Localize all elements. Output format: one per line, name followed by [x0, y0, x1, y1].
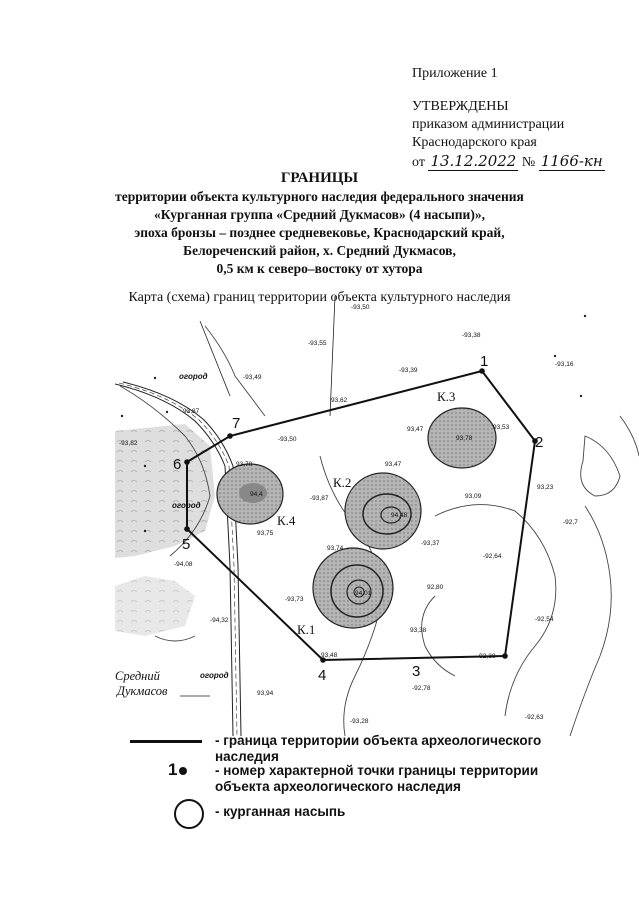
mound-elev-k1: 94,01 — [355, 590, 372, 597]
mound-elev-k3: 93,78 — [456, 435, 473, 442]
point-label-1: 1 — [480, 353, 489, 370]
page-subtitle — [0, 188, 639, 278]
elevation-mark: 92,80 — [427, 584, 444, 591]
approval-title: УТВЕРЖДЕНЫ — [412, 99, 509, 114]
approval-from: от — [412, 155, 425, 170]
elevation-mark: 93,87 — [183, 408, 200, 415]
boundary-map — [115, 296, 639, 736]
approval-block — [412, 98, 605, 172]
mound-k1 — [313, 548, 393, 628]
subtitle-line-3: эпоха бронзы – позднее средневековье, Краснодарский край, — [134, 225, 505, 240]
elevation-mark: -92,64 — [483, 553, 502, 560]
elevation-mark: 93,09 — [465, 493, 482, 500]
mound-elev-k2: 94,48 — [391, 512, 408, 519]
mound-label-k2: К.2 — [333, 475, 352, 490]
elevation-mark: 93,48 — [321, 652, 338, 659]
elevation-mark: -93,49 — [243, 374, 262, 381]
elevation-mark: -92,7 — [563, 519, 578, 526]
legend-boundary-line — [130, 740, 202, 743]
elevation-mark: -93,55 — [308, 340, 327, 347]
elevation-mark: 93,74 — [327, 545, 344, 552]
approval-line-2: Краснодарского края — [412, 135, 537, 150]
elevation-mark: -93,37 — [421, 540, 440, 547]
legend-point-number: 1 — [168, 760, 178, 779]
elevation-mark: -93,73 — [285, 596, 304, 603]
mound-k2 — [345, 473, 421, 549]
elevation-mark: -93,38 — [462, 332, 481, 339]
mound-elev-k4: 94,4 — [250, 491, 263, 498]
garden-label: огород — [172, 501, 201, 510]
subtitle-line-4: Белореченский район, х. Средний Дукмасов, — [183, 243, 456, 258]
legend-point-text: - номер характерной точки границы территории объекта археологического наследия — [215, 763, 539, 794]
legend-point-dot-icon — [179, 767, 187, 775]
settlement-label-line-2: Дукмасов — [117, 684, 168, 698]
point-label-6: 6 — [173, 456, 182, 473]
legend-boundary-text: - граница территории объекта археологического наследия — [215, 733, 542, 764]
subtitle-line-1: территории объекта культурного наследия федерального значения — [115, 189, 524, 204]
point-label-2: 2 — [535, 434, 544, 451]
point-label-4: 4 — [318, 667, 327, 684]
elevation-mark: 93,47 — [385, 461, 402, 468]
subtitle-line-5: 0,5 км к северо–востоку от хутора — [216, 261, 423, 276]
elevation-mark: -94,08 — [174, 561, 193, 568]
elevation-mark: -93,39 — [399, 367, 418, 374]
elevation-mark: 93,75 — [257, 530, 274, 537]
appendix-label: Приложение 1 — [412, 66, 498, 81]
legend-mound-text: - курганная насыпь — [215, 804, 346, 819]
point-label-7: 7 — [232, 415, 241, 432]
legend-mound-circle-icon — [174, 799, 204, 829]
elevation-mark: -94,32 — [210, 617, 229, 624]
garden-label: огород — [179, 372, 208, 381]
elevation-mark: -93,82 — [119, 440, 138, 447]
garden-label: огород — [200, 671, 229, 680]
page-title: ГРАНИЦЫ — [280, 170, 359, 186]
mound-label-k1: К.1 — [297, 622, 316, 637]
elevation-mark: 93,23 — [537, 484, 554, 491]
mound-label-k3: К.3 — [437, 389, 456, 404]
elevation-mark: -93,50 — [278, 436, 297, 443]
approval-num-label: № — [521, 155, 536, 170]
elevation-mark: -92,38 — [477, 653, 496, 660]
elevation-mark: -93,16 — [555, 361, 574, 368]
approval-number: 1166-кн — [540, 152, 603, 170]
elevation-mark: -92,78 — [412, 685, 431, 692]
point-label-3: 3 — [412, 663, 421, 680]
legend-point-sample — [168, 760, 187, 780]
elevation-mark: 93,62 — [331, 397, 348, 404]
wetland-area — [115, 576, 195, 636]
point-label-5: 5 — [182, 536, 191, 553]
elevation-mark: 93,53 — [493, 424, 510, 431]
elevation-mark: -93,87 — [310, 495, 329, 502]
elevation-mark: 93,47 — [407, 426, 424, 433]
subtitle-line-2: «Курганная группа «Средний Дукмасов» (4 насыпи)», — [154, 207, 485, 222]
elevation-mark: 93,38 — [410, 627, 427, 634]
map-caption: Карта (схема) границ территории объекта культурного наследия — [128, 290, 511, 305]
elevation-mark: -93,28 — [350, 718, 369, 725]
approval-date-line — [412, 152, 605, 172]
elevation-mark: -93,50 — [351, 304, 370, 311]
mound-label-k4: К.4 — [277, 513, 296, 528]
approval-line-1: приказом администрации — [412, 117, 565, 132]
elevation-mark: -92,54 — [535, 616, 554, 623]
elevation-mark: 93,94 — [257, 690, 274, 697]
elevation-mark: -92,63 — [525, 714, 544, 721]
approval-date: 13.12.2022 — [430, 152, 517, 170]
settlement-label-line-1: Средний — [115, 669, 160, 683]
elevation-mark: 93,70 — [236, 461, 253, 468]
